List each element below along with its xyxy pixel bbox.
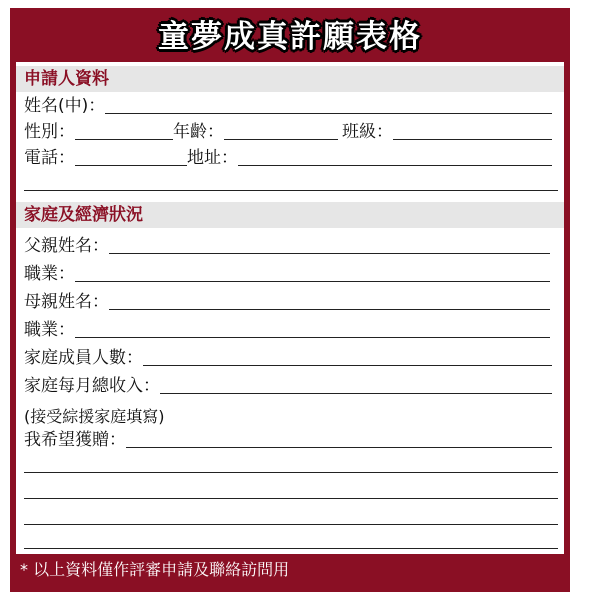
wish-line-5[interactable] [24, 548, 558, 549]
address-label: 地址： [187, 148, 238, 168]
father-name-label: 父親姓名： [24, 236, 109, 256]
form-header [10, 8, 570, 58]
age-label: 年齡： [173, 122, 224, 142]
mother-name-row [24, 288, 564, 314]
gender-field[interactable] [75, 139, 173, 140]
age-field[interactable] [224, 139, 338, 140]
phone-field[interactable] [75, 165, 187, 166]
members-row [24, 344, 564, 370]
members-label: 家庭成員人數： [24, 348, 143, 368]
members-field[interactable] [143, 365, 552, 366]
form-title: 童夢成真許願表格 [158, 18, 422, 55]
family-section-heading: 家庭及經濟狀況 [16, 202, 564, 228]
address-continuation-line[interactable] [24, 190, 558, 191]
address-field[interactable] [238, 165, 552, 166]
wish-label: 我希望獲贈： [24, 430, 126, 450]
wish-field[interactable] [126, 447, 552, 448]
name-row [24, 92, 564, 118]
form-panel [16, 62, 564, 554]
name-field[interactable] [105, 113, 552, 114]
class-label: 班級： [342, 122, 393, 142]
father-job-field[interactable] [75, 281, 550, 282]
wish-line-2[interactable] [24, 472, 558, 473]
gender-label: 性別： [24, 122, 75, 142]
form-frame [10, 8, 570, 592]
mother-name-field[interactable] [109, 309, 550, 310]
footer-note: * 以上資料僅作評審申請及聯絡訪問用 [20, 560, 290, 579]
phone-label: 電話： [24, 148, 75, 168]
income-row [24, 372, 564, 398]
class-field[interactable] [393, 139, 552, 140]
name-label: 姓名(中)： [24, 96, 106, 116]
wish-line-4[interactable] [24, 524, 558, 525]
wish-line-3[interactable] [24, 498, 558, 499]
father-job-row [24, 260, 564, 286]
mother-job-label: 職業： [24, 320, 75, 340]
phone-address-row [24, 144, 564, 170]
income-field[interactable] [160, 393, 552, 394]
father-name-row [24, 232, 564, 258]
gender-age-class-row [24, 118, 564, 144]
cssa-note: (接受綜援家庭填寫) [24, 407, 165, 426]
wish-row [24, 426, 564, 452]
mother-name-label: 母親姓名： [24, 292, 109, 312]
income-label: 家庭每月總收入： [24, 376, 160, 396]
applicant-section-heading: 申請人資料 [16, 66, 564, 92]
mother-job-field[interactable] [75, 337, 550, 338]
mother-job-row [24, 316, 564, 342]
father-name-field[interactable] [109, 253, 550, 254]
father-job-label: 職業： [24, 264, 75, 284]
